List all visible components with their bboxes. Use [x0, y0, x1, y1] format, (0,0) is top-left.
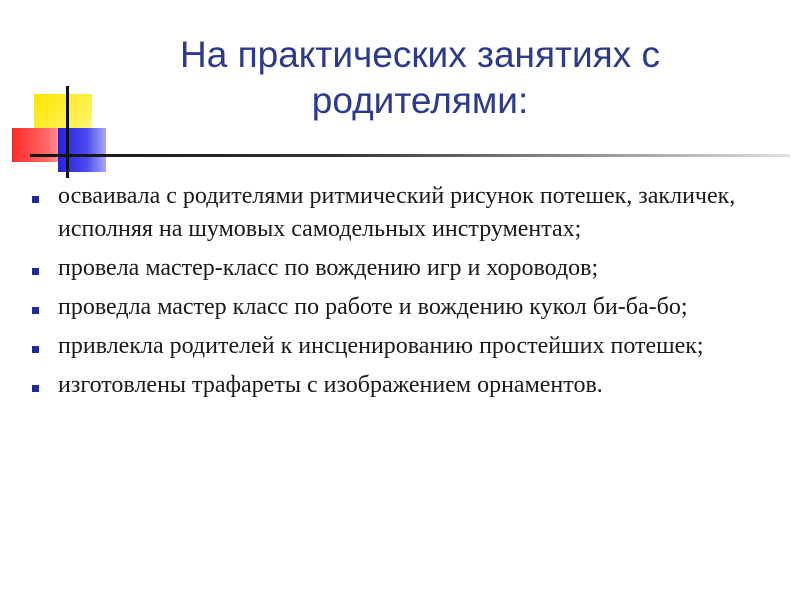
- bullet-text: провела мастер-класс по вождению игр и хороводов;: [58, 255, 599, 281]
- title-divider: [30, 154, 790, 157]
- bullet-text: осваивала с родителями ритмический рисунок потешек, закличек, исполняя на шумовых самодельных инструментах;: [58, 183, 736, 242]
- bullet-item: [30, 180, 790, 246]
- bullet-text: привлекла родителей к инсценированию простейших потешек;: [58, 333, 704, 359]
- bullet-item: [30, 369, 790, 402]
- square-bullet-icon: [32, 196, 39, 203]
- bullet-text: проведла мастер класс по работе и вождению кукол би-ба-бо;: [58, 294, 688, 320]
- bullet-text: изготовлены трафареты с изображением орнаментов.: [58, 372, 603, 398]
- bullet-item: [30, 291, 790, 324]
- square-bullet-icon: [32, 346, 39, 353]
- vertical-line: [66, 86, 69, 178]
- square-bullet-icon: [32, 307, 39, 314]
- bullet-item: [30, 252, 790, 285]
- bullet-item: [30, 330, 790, 363]
- square-bullet-icon: [32, 385, 39, 392]
- square-bullet-icon: [32, 268, 39, 275]
- bullet-list: [30, 180, 790, 408]
- slide-title: На практических занятиях с родителями:: [180, 34, 660, 121]
